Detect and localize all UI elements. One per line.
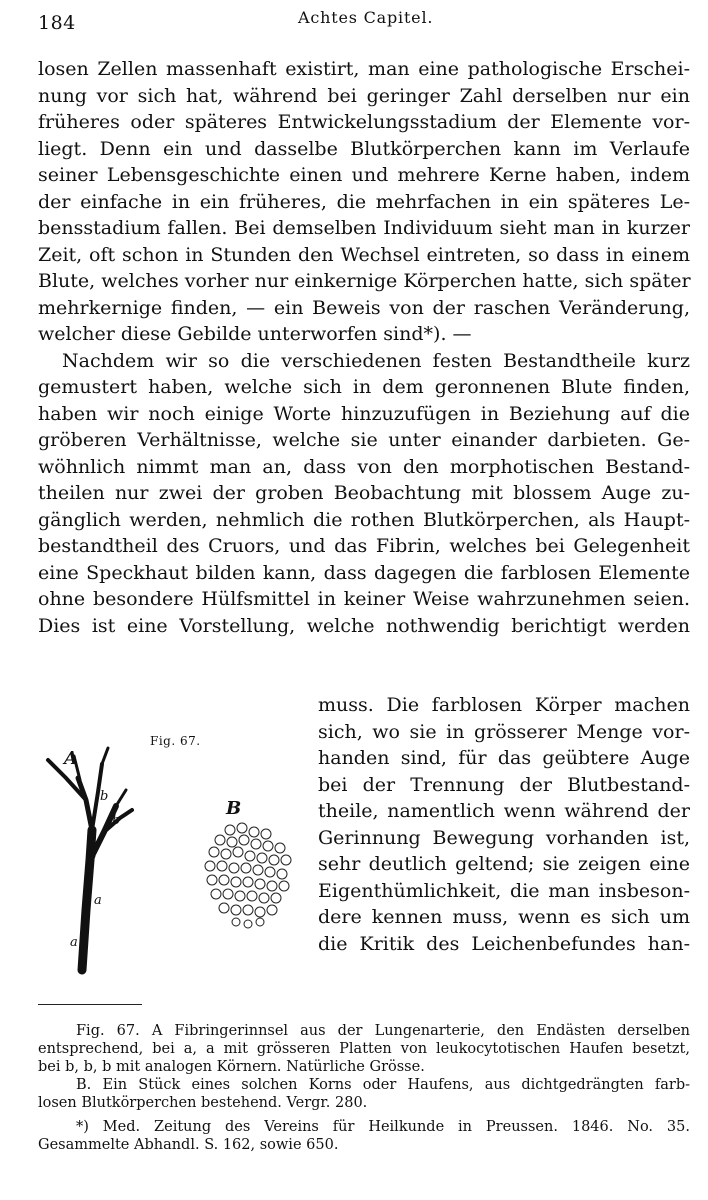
figure-letter-b: B xyxy=(226,798,242,819)
text-line: haben wir noch einige Worte hinzuzufügen in Beziehung auf die xyxy=(38,402,690,425)
figure-label-a: a xyxy=(70,935,78,950)
text-line: früheres oder späteres Entwickelungsstadium der Elemente vor- xyxy=(38,111,690,133)
text-line: wöhnlich nimmt man an, dass von den morphotischen Bestand- xyxy=(38,455,690,478)
text-line: gänglich werden, nehmlich die rothen Blutkörperchen, als Haupt- xyxy=(38,508,690,531)
caption-line: Fig. 67. A Fibringerinnsel aus der Lungenarterie, den Endästen derselben xyxy=(76,1023,690,1039)
caption-and-footnotes xyxy=(38,1022,690,1154)
caption-line: entsprechend, bei a, a mit grösseren Platten von leukocytotischen Haufen besetzt, xyxy=(38,1041,690,1057)
text-line: Dies ist eine Vorstellung, welche nothwendig berichtigt werden xyxy=(38,614,690,637)
text-line: welcher diese Gebilde unterworfen sind*). — xyxy=(38,323,472,345)
text-line: Gerinnung Bewegung vorhanden ist, xyxy=(318,826,690,849)
text-line: die Kritik des Leichenbefundes han- xyxy=(318,932,690,955)
wrapped-text-column xyxy=(318,692,690,957)
text-line: bei der Trennung der Blutbestand- xyxy=(318,773,690,796)
text-line: muss. Die farblosen Körper machen xyxy=(318,694,690,716)
main-text xyxy=(38,56,690,639)
text-line: eine Speckhaut bilden kann, dass dagegen die farblosen Elemente xyxy=(38,561,690,584)
text-line: theilen nur zwei der groben Beobachtung mit blossem Auge zu- xyxy=(38,482,690,504)
text-line: seiner Lebensgeschichte einen und mehrere Kerne haben, indem xyxy=(38,164,690,186)
page-header xyxy=(38,6,688,36)
text-line: sehr deutlich geltend; sie zeigen eine xyxy=(318,853,690,875)
text-line: mehrkernige finden, — ein Beweis von der raschen Veränderung, xyxy=(38,296,690,319)
text-line: Eigenthümlichkeit, die man insbeson- xyxy=(318,879,690,902)
text-line: bensstadium fallen. Bei demselben Individuum sieht man in kurzer xyxy=(38,217,690,239)
figure-label-b: b xyxy=(88,849,97,864)
text-line: liegt. Denn ein und dasselbe Blutkörperchen kann im Verlaufe xyxy=(38,137,690,160)
text-line: Blute, welches vorher nur einkernige Körperchen hatte, sich später xyxy=(38,270,691,292)
footnote-line: *) Med. Zeitung des Vereins für Heilkunde in Preussen. 1846. No. 35. xyxy=(76,1119,690,1135)
cell-cluster-drawing xyxy=(205,823,291,928)
text-line: nung vor sich hat, während bei geringer Zahl derselben nur ein xyxy=(38,84,690,107)
figure-letter-a: A xyxy=(64,748,78,769)
text-line: sich, wo sie in grösserer Menge vor- xyxy=(318,720,690,743)
figure-label: Fig. 67. xyxy=(150,734,201,748)
footnote-line: Gesammelte Abhandl. S. 162, sowie 650. xyxy=(38,1137,339,1153)
text-line: theile, namentlich wenn während der xyxy=(318,800,690,822)
text-line: handen sind, für das geübtere Auge xyxy=(318,747,690,769)
text-line: bestandtheil des Cruors, und das Fibrin, welches bei Gelegenheit xyxy=(38,535,690,557)
text-line: gemustert haben, welche sich in dem geronnenen Blute finden, xyxy=(38,376,690,398)
figure-label-b: b xyxy=(100,789,109,804)
text-line: gröberen Verhältnisse, welche sie unter einander darbieten. Ge- xyxy=(38,429,690,451)
footnote-divider xyxy=(38,1004,142,1005)
running-head: Achtes Capitel. xyxy=(298,8,434,27)
caption-line: B. Ein Stück eines solchen Korns oder Haufens, aus dichtgedrängten farb- xyxy=(76,1077,690,1093)
text-line: der einfache in ein früheres, die mehrfachen in ein späteres Le- xyxy=(38,190,690,213)
text-line: ohne besondere Hülfsmittel in keiner Weise wahrzunehmen seien. xyxy=(38,588,690,610)
figure-label-a: a xyxy=(94,893,102,908)
figure-67 xyxy=(30,720,310,990)
figure-illustration xyxy=(30,720,310,990)
figure-label-b: b xyxy=(112,813,121,828)
caption-line: bei b, b, b mit analogen Körnern. Natürliche Grösse. xyxy=(38,1059,425,1075)
text-line: Zeit, oft schon in Stunden den Wechsel eintreten, so dass in einem xyxy=(38,243,690,266)
text-line: dere kennen muss, wenn es sich um xyxy=(318,906,690,928)
caption-line: losen Blutkörperchen bestehend. Vergr. 280. xyxy=(38,1095,368,1111)
text-line: Nachdem wir so die verschiedenen festen Bestandtheile kurz xyxy=(62,349,690,372)
page-number: 184 xyxy=(38,12,76,34)
text-line: losen Zellen massenhaft existirt, man eine pathologische Erschei- xyxy=(38,58,690,80)
